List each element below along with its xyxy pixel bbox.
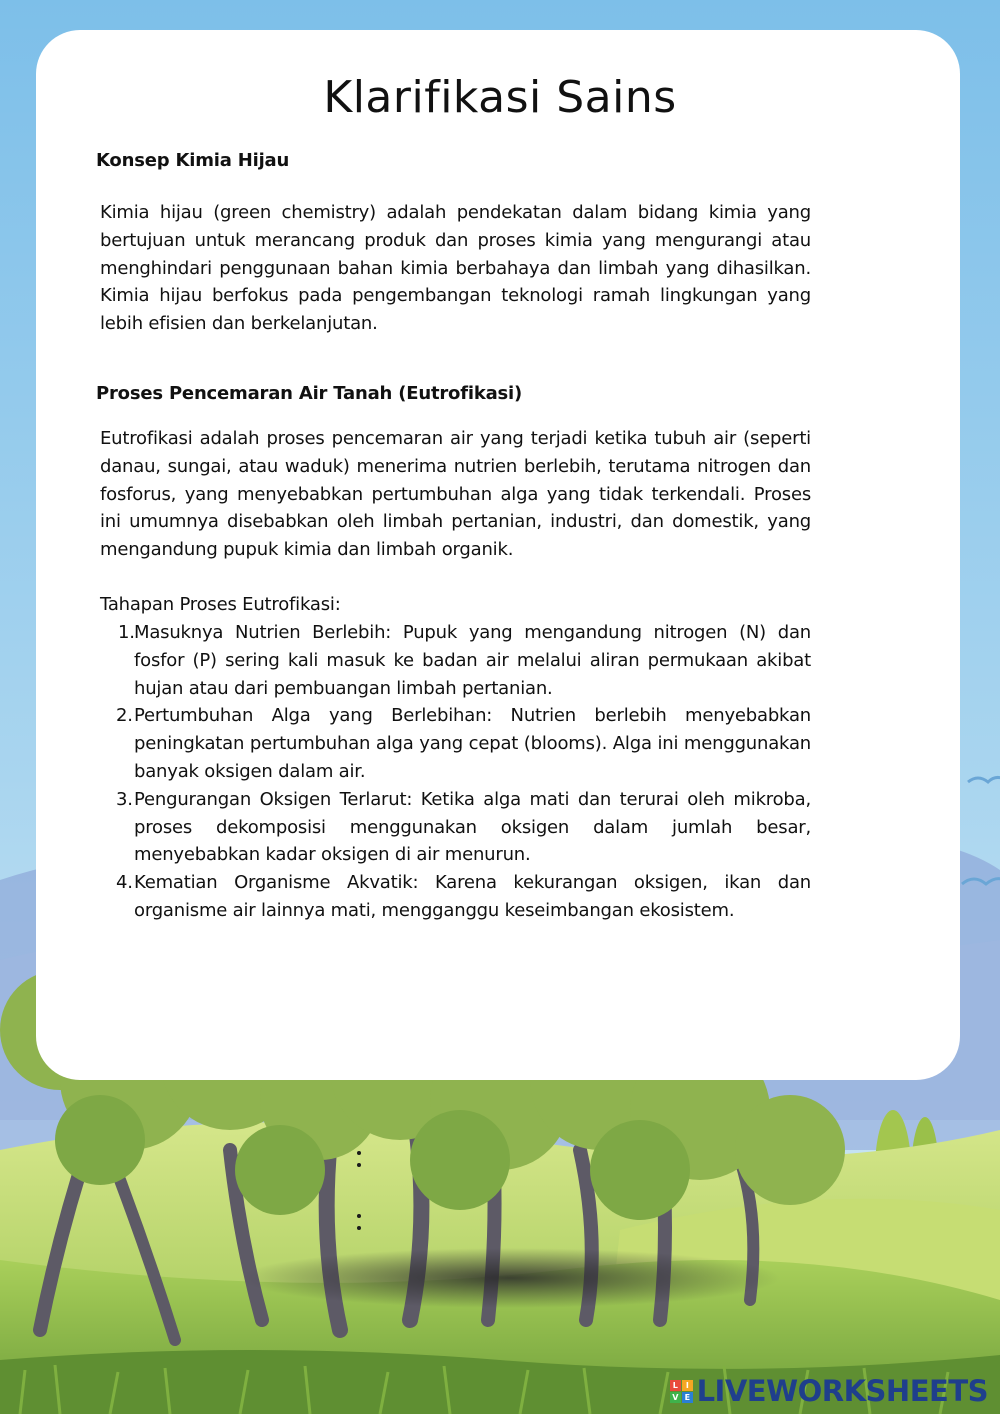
logo-letter: I	[682, 1380, 693, 1391]
list-item	[100, 786, 811, 869]
step-number: 3.	[116, 788, 133, 810]
steps-list	[100, 619, 811, 925]
brand-name: LIVEWORKSHEETS	[696, 1374, 988, 1408]
logo-letter: L	[670, 1380, 681, 1391]
list-item	[100, 869, 811, 925]
dot-marker	[357, 1151, 361, 1155]
step-number: 4.	[116, 872, 133, 894]
paragraph-kimia-hijau: Kimia hijau (green chemistry) adalah pendekatan dalam bidang kimia yang bertujuan untuk merancang produk dan proses kimia yang mengurangi atau menghindari penggunaan bahan kimia berbahaya dan limbah yang dihasilkan. Kimia hijau berfokus pada pengembangan teknologi ramah lingkungan yang lebih efisien dan berkelanjutan.	[100, 202, 811, 335]
dot-marker	[357, 1226, 361, 1230]
section-heading-kimia-hijau: Konsep Kimia Hijau	[96, 150, 290, 171]
list-item	[100, 702, 811, 785]
section-heading-eutrofikasi: Proses Pencemaran Air Tanah (Eutrofikasi)	[96, 383, 523, 404]
step-text: Pertumbuhan Alga yang Berlebihan: Nutrien berlebih menyebabkan peningkatan pertumbuhan alga yang cepat (blooms). Alga ini menggunakan banyak oksigen dalam air.	[134, 705, 811, 782]
list-item	[100, 619, 811, 702]
step-number: 1.	[118, 622, 135, 643]
brand-logo-icon	[670, 1380, 693, 1403]
liveworksheets-logo[interactable]	[670, 1374, 988, 1408]
paragraph-eutrofikasi: Eutrofikasi adalah proses pencemaran air yang terjadi ketika tubuh air (seperti danau, sungai, atau waduk) menerima nutrien berlebih, terutama nitrogen dan fosforus, yang menyebabkan pertumbuhan alga yang tidak terkendali. Proses ini umumnya disebabkan oleh limbah pertanian, industri, dan domestik, yang mengandung pupuk kimia dan limbah organik.	[100, 428, 811, 561]
step-text: Kematian Organisme Akvatik: Karena kekurangan oksigen, ikan dan organisme air lainnya mati, mengganggu keseimbangan ekosistem.	[134, 872, 811, 921]
logo-letter: E	[682, 1392, 693, 1403]
step-text: Masuknya Nutrien Berlebih: Pupuk yang mengandung nitrogen (N) dan fosfor (P) sering kali masuk ke badan air melalui aliran permukaan akibat hujan atau dari pembuangan limbah pertanian.	[134, 622, 811, 699]
step-text: Pengurangan Oksigen Terlarut: Ketika alga mati dan terurai oleh mikroba, proses dekomposisi menggunakan oksigen dalam jumlah besar, menyebabkan kadar oksigen di air menurun.	[134, 788, 811, 866]
steps-label: Tahapan Proses Eutrofikasi:	[100, 594, 341, 615]
dot-marker	[357, 1214, 361, 1218]
dot-marker	[357, 1163, 361, 1167]
step-number: 2.	[116, 705, 133, 727]
page-title: Klarifikasi Sains	[323, 72, 677, 123]
logo-letter: V	[670, 1392, 681, 1403]
